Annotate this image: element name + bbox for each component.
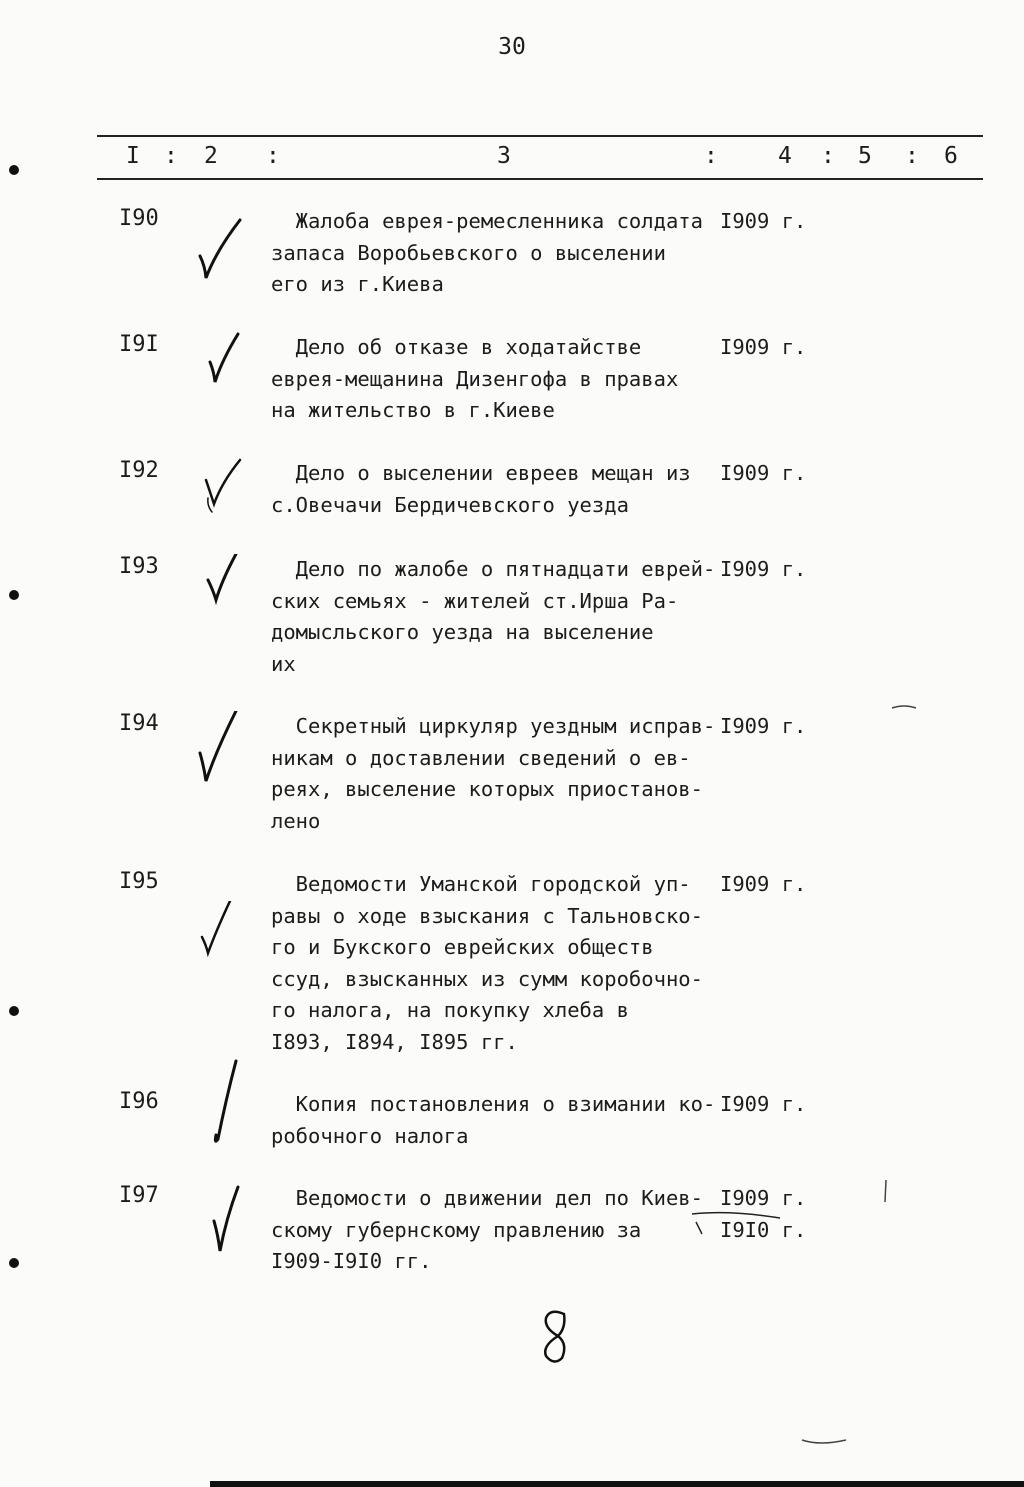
description-line: его из г.Киева — [271, 272, 444, 296]
description-line: ссуд, взысканных из сумм коробочно- — [271, 966, 703, 991]
binding-hole-dot — [9, 1258, 19, 1268]
check-mark-icon — [196, 1183, 246, 1263]
description-line: еврея-мещанина Дизенгофа в правах — [271, 366, 679, 391]
page-number: 30 — [498, 34, 526, 60]
correction-stroke-icon — [690, 1208, 790, 1238]
description-line: Ведомости Уманской городской уп- — [271, 872, 691, 896]
header-separator: : — [164, 143, 178, 169]
check-mark-icon — [196, 1059, 246, 1149]
description-line: равы о ходе взыскания с Тальновско- — [271, 903, 703, 928]
entry-year: I909 г. — [720, 1092, 807, 1116]
entry-number: I90 — [119, 206, 159, 231]
description-line: I893, I894, I895 гг. — [271, 1029, 518, 1054]
header-separator: : — [821, 143, 835, 169]
stray-stroke-icon — [880, 1178, 892, 1208]
entry-year: I909 г. — [720, 714, 807, 738]
description-line: I909-I9I0 гг. — [271, 1249, 432, 1273]
entry-number: I94 — [119, 711, 159, 736]
header-col-6: 6 — [944, 143, 958, 169]
entry-year: I909 г. — [720, 209, 807, 233]
header-col-1: I — [126, 143, 140, 169]
check-mark-icon — [196, 901, 246, 961]
description-line: на жительство в г.Киеве — [271, 398, 555, 422]
description-line: робочного налога — [271, 1123, 469, 1148]
entry-number: I9I — [119, 332, 159, 357]
check-mark-icon — [196, 711, 246, 791]
header-separator: : — [905, 143, 919, 169]
entry-year: I909 г. — [720, 335, 807, 359]
entry-description — [271, 332, 741, 427]
description-line: реях, выселение которых приостанов- — [271, 777, 703, 801]
entry-description — [271, 554, 741, 680]
description-line: го и Букского еврейских обществ — [271, 935, 654, 959]
description-line: их — [271, 651, 296, 676]
description-line: Дело о выселении евреев мещан из — [271, 461, 691, 485]
binding-hole-dot — [9, 165, 19, 175]
check-mark-icon — [196, 332, 246, 392]
description-line: с.Овечачи Бердичевского уезда — [271, 492, 629, 517]
entry-number: I92 — [119, 458, 159, 483]
entry-description — [271, 1089, 741, 1152]
entry-description — [271, 711, 741, 837]
stray-dash-icon — [800, 1432, 850, 1448]
description-line: лено — [271, 808, 321, 833]
header-separator: : — [266, 143, 280, 169]
entry-year: I909 г. — [720, 872, 807, 896]
check-mark-icon — [196, 206, 246, 286]
entry-description — [271, 869, 741, 1058]
header-bottom-rule — [97, 178, 983, 180]
check-mark-icon — [196, 554, 246, 614]
header-top-rule — [97, 135, 983, 137]
entry-number: I97 — [119, 1183, 159, 1208]
description-line: домысльского уезда на выселение — [271, 620, 654, 644]
entry-description — [271, 206, 741, 301]
description-line: го налога, на покупку хлеба в — [271, 998, 629, 1022]
entry-number: I95 — [119, 869, 159, 894]
entry-year: I909 г. — [720, 461, 807, 485]
description-line: Копия постановления о взимании ко- — [271, 1092, 716, 1116]
description-line: Секретный циркуляр уездным исправ- — [271, 714, 716, 738]
binding-hole-dot — [9, 1006, 19, 1016]
stray-dash-icon — [890, 700, 920, 714]
binding-hole-dot — [9, 590, 19, 600]
entry-description — [271, 1183, 741, 1278]
description-line: ских семьях - жителей ст.Ирша Ра- — [271, 588, 679, 613]
entry-number: I93 — [119, 554, 159, 579]
header-separator: : — [704, 143, 718, 169]
description-line: Жалоба еврея-ремесленника солдата — [271, 209, 703, 233]
description-line: скому губернскому правлению за — [271, 1217, 642, 1242]
description-line: Ведомости о движении дел по Киев- — [271, 1186, 703, 1210]
header-col-4: 4 — [778, 143, 792, 169]
entry-year: I909 г. — [720, 557, 807, 581]
description-line: никам о доставлении сведений о ев- — [271, 745, 691, 770]
header-col-3: 3 — [497, 143, 511, 169]
entry-number: I96 — [119, 1089, 159, 1114]
header-col-5: 5 — [858, 143, 872, 169]
description-line: запаса Воробьевского о выселении — [271, 240, 666, 265]
page-bottom-edge — [210, 1481, 1024, 1487]
header-col-2: 2 — [204, 143, 218, 169]
description-line: Дело об отказе в ходатайстве — [271, 335, 642, 359]
entry-description — [271, 458, 741, 521]
description-line: Дело по жалобе о пятнадцати еврей- — [271, 557, 716, 581]
entry-year: I909 г. I9I0 г. — [720, 1186, 807, 1242]
check-mark-icon — [196, 458, 246, 518]
